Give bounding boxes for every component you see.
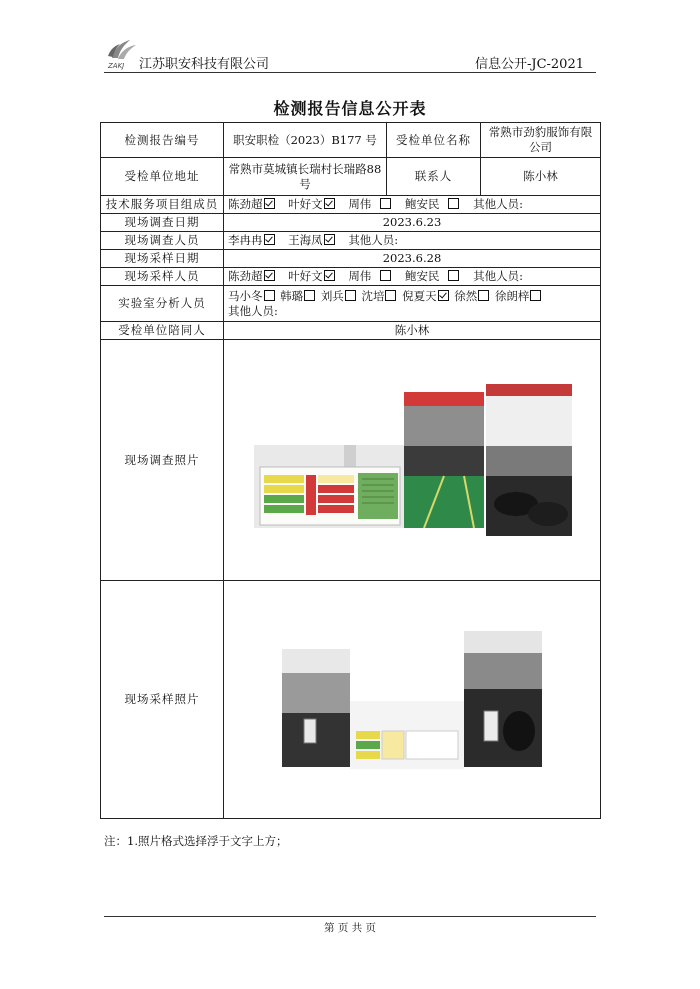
others-label: 其他人员:	[473, 269, 523, 283]
others-label: 其他人员:	[348, 233, 399, 247]
table-row	[101, 286, 601, 322]
sampling-photo-meter-reading	[464, 631, 542, 767]
page-header	[104, 30, 596, 73]
escort-label: 受检单位陪同人	[101, 322, 224, 340]
table-row	[101, 214, 601, 232]
table-row	[101, 232, 601, 250]
table-row	[101, 322, 601, 340]
table-row	[101, 158, 601, 196]
sampling-staff-label: 现场采样人员	[101, 268, 224, 286]
survey-photo-notice-board	[254, 445, 404, 528]
zakj-logo-icon	[104, 34, 140, 70]
sampling-date-label: 现场采样日期	[101, 250, 224, 268]
footnote: 注：1.照片格式选择浮于文字上方；	[104, 834, 288, 848]
lab-staff-label: 实验室分析人员	[101, 286, 224, 322]
checkbox-checked-icon	[324, 198, 335, 209]
page-title: 检测报告信息公开表	[273, 99, 427, 118]
checkbox-checked-icon	[264, 270, 275, 281]
svg-text:ZAKJ: ZAKJ	[108, 62, 125, 70]
team-members: 陈劲超 叶好文 周伟 鲍安民 其他人员:	[224, 196, 601, 214]
survey-photos-label: 现场调查照片	[101, 340, 224, 581]
checkbox-unchecked-icon	[264, 290, 275, 301]
page-footer: 第 页 共 页	[323, 922, 376, 934]
checkbox-checked-icon	[264, 234, 275, 245]
report-no-label: 检测报告编号	[101, 123, 224, 158]
checkbox-unchecked-icon	[478, 290, 489, 301]
contact-value: 陈小林	[481, 158, 601, 196]
sampling-photos-label: 现场采样照片	[101, 581, 224, 819]
sampling-photo-notice-board	[350, 701, 464, 769]
survey-photos-cell	[224, 340, 601, 581]
sampling-photo-sewing-line	[282, 649, 350, 767]
checkbox-unchecked-icon	[385, 290, 396, 301]
table-row	[101, 268, 601, 286]
survey-date-label: 现场调查日期	[101, 214, 224, 232]
checkbox-unchecked-icon	[304, 290, 315, 301]
client-address-value: 常熟市莫城镇长瑞村长瑞路88号	[224, 158, 387, 196]
sampling-photos-cell	[224, 581, 601, 819]
report-no-value: 职安职检（2023）B177 号	[224, 123, 387, 158]
survey-staff: 李冉冉 王海凤 其他人员:	[224, 232, 601, 250]
checkbox-unchecked-icon	[448, 198, 459, 209]
checkbox-checked-icon	[264, 198, 275, 209]
survey-photo-factory-floor	[404, 392, 484, 528]
checkbox-unchecked-icon	[448, 270, 459, 281]
lab-staff: 马小冬 韩璐 刘兵 沈培 倪夏天 徐然 徐朗梓 其他人员:	[224, 286, 601, 322]
client-address-label: 受检单位地址	[101, 158, 224, 196]
footer-divider	[104, 916, 596, 917]
client-name-value: 常熟市劲豹服饰有限公司	[481, 123, 601, 158]
others-label: 其他人员:	[473, 197, 523, 211]
checkbox-checked-icon	[438, 290, 449, 301]
survey-photo-workshop	[486, 384, 572, 536]
checkbox-checked-icon	[324, 234, 335, 245]
survey-date-value: 2023.6.23	[224, 214, 601, 232]
contact-label: 联系人	[387, 158, 481, 196]
company-name: 江苏职安科技有限公司	[139, 57, 270, 72]
table-row	[101, 123, 601, 158]
sampling-date-value: 2023.6.28	[224, 250, 601, 268]
checkbox-unchecked-icon	[380, 198, 391, 209]
report-info-table	[100, 122, 601, 819]
checkbox-checked-icon	[324, 270, 335, 281]
table-row	[101, 196, 601, 214]
checkbox-unchecked-icon	[380, 270, 391, 281]
table-row	[101, 340, 601, 581]
checkbox-unchecked-icon	[345, 290, 356, 301]
escort-value: 陈小林	[224, 322, 601, 340]
checkbox-unchecked-icon	[530, 290, 541, 301]
team-label: 技术服务项目组成员	[101, 196, 224, 214]
client-name-label: 受检单位名称	[387, 123, 481, 158]
document-code: 信息公开-JC-2021	[474, 57, 584, 72]
others-label: 其他人员:	[228, 303, 278, 318]
sampling-staff: 陈劲超 叶好文 周伟 鲍安民 其他人员:	[224, 268, 601, 286]
survey-staff-label: 现场调查人员	[101, 232, 224, 250]
table-row	[101, 581, 601, 819]
table-row	[101, 250, 601, 268]
